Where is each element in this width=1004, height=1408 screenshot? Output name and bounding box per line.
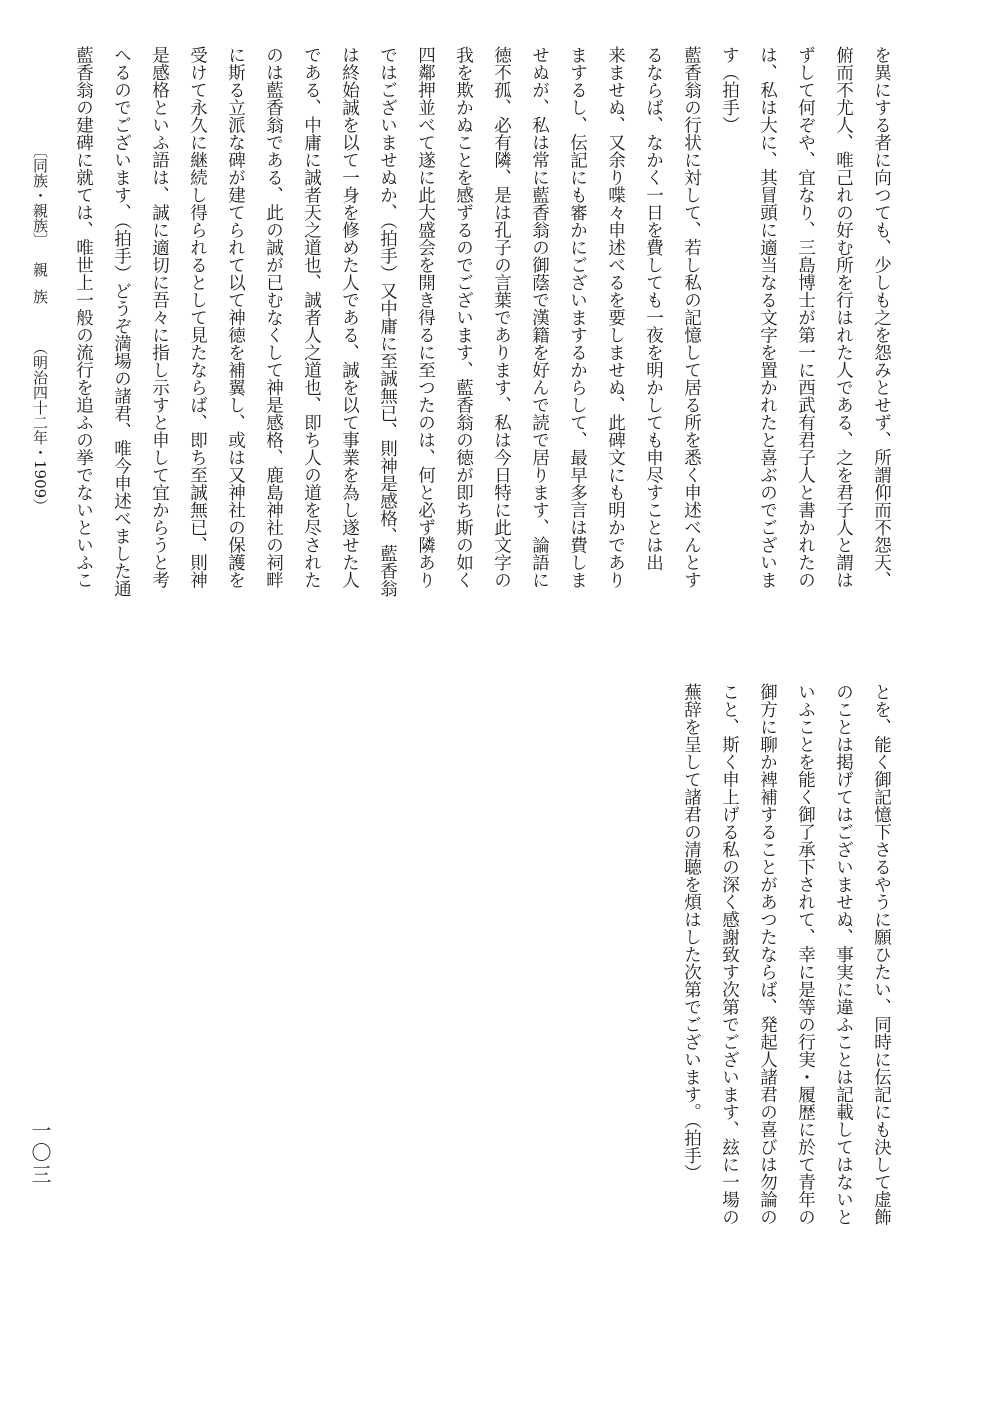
text-column: るならば、なかく一日を費しても一夜を明かしても申尽すことは出 [643,46,664,571]
text-column: 来ませぬ、又余り喋々申述べるを要しませぬ、此碑文にも明かであり [605,46,626,589]
text-column: のことは掲げてはございませぬ、事実に違ふことは記載してはないと [833,683,854,1226]
text-column: ずして何ぞや、宜なり、三島博士が第一に西武有君子人と書かれたの [795,46,816,589]
running-header-section: 〔同族・親族〕 [31,143,49,248]
text-column: は、私は大に、其冒頭に適当なる文字を置かれたと喜ぶのでございま [757,46,778,589]
text-column: は終始誠を以て一身を修めた人である、誠を以て事業を為し遂せた人 [339,46,360,589]
text-column: 御方に聊か裨補することがあつたならば、発起人諸君の喜びは勿論の [757,683,778,1226]
text-column: とを、能く御記憶下さるやうに願ひたい、同時に伝記にも決して虚飾 [871,683,892,1226]
text-column: こと、斯く申上げる私の深く感謝致す次第でございます、玆に一場の [719,683,740,1226]
text-column: 我を欺かぬことを感ずるのでございます、藍香翁の徳が即ち斯の如く [453,46,474,589]
running-header-year: （明治四十二年・1909） [31,340,49,514]
text-column: 受けて永久に継続し得られるとして見たならば、即ち至誠無已、則神 [187,46,208,589]
text-column: である、中庸に誠者天之道也、誠者人之道也、即ち人の道を尽された [301,46,322,589]
text-column: を異にする者に向つても、少しも之を怨みとせず、所謂仰而不怨天、 [871,46,892,589]
text-column: す（拍手） [719,46,740,134]
text-column: 是感格といふ語は、誠に適切に吾々に指し示すと申して宜からうと考 [149,46,170,589]
text-column: へるのでございます、（拍手）どうぞ満場の諸君、唯今申述べました通 [111,46,132,598]
text-column: せぬが、私は常に藍香翁の御蔭で漢籍を好んで読で居ります、論語に [529,46,550,589]
text-column: 四鄰押並べて遂に此大盛会を開き得るに至つたのは、何と必ず隣あり [415,46,436,589]
text-column: 俯而不尤人、唯己れの好む所を行はれた人である、之を君子人と謂は [833,46,854,589]
text-column: のは藍香翁である、此の誠が已むなくして神是感格、鹿島神社の祠畔 [263,46,284,589]
text-column: に斯る立派な碑が建てられて以て神徳を補翼し、或は又神社の保護を [225,46,246,589]
text-column: 徳不孤、必有隣、是は孔子の言葉であります、私は今日特に此文字の [491,46,512,589]
text-column: 蕪辞を呈して諸君の清聴を煩はした次第でございます。（拍手） [681,683,702,1182]
text-column: まするし、伝記にも審かにございまするからして、最早多言は費しま [567,46,588,589]
text-column: ではございませぬか、（拍手）又中庸に至誠無已、則神是感格、藍香翁 [377,46,398,598]
text-column: 藍香翁の建碑に就ては、唯世上一般の流行を追ふの挙でないといふこ [73,46,94,589]
page-number: 一〇三 [28,1120,52,1186]
text-column: いふことを能く御了承下されて、幸に是等の行実・履歴に於て青年の [795,683,816,1226]
text-column: 藍香翁の行状に対して、若し私の記憶して居る所を悉く申述べんとす [681,46,702,589]
running-header-title: 親族 [31,262,49,316]
